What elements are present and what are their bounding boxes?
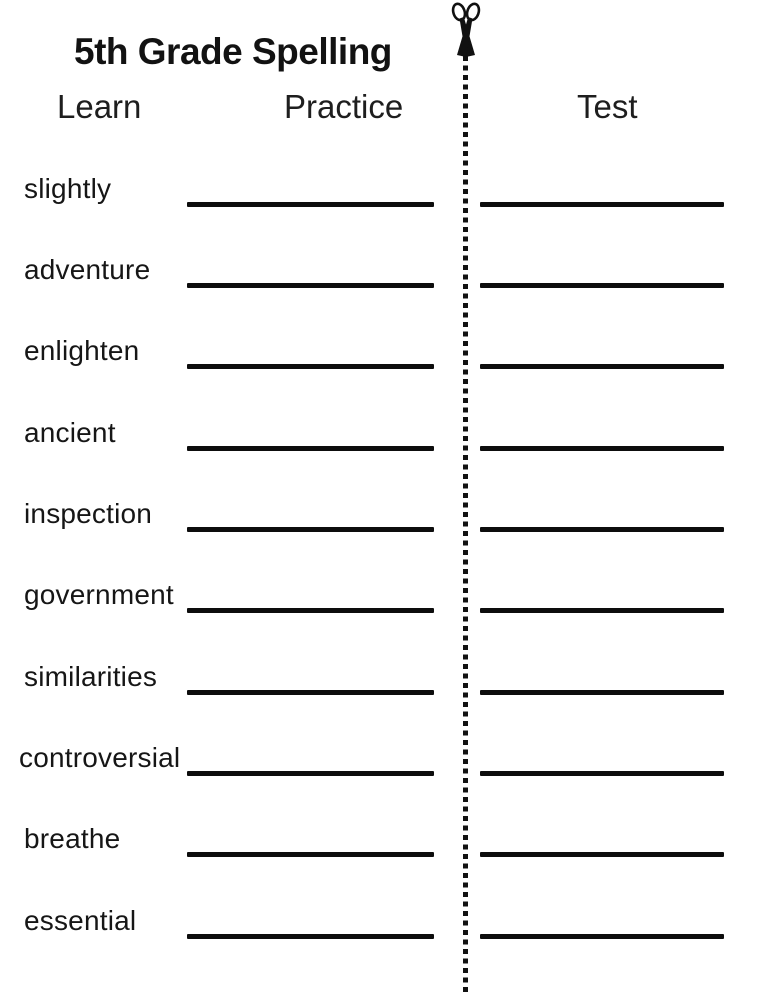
practice-blank-line [187,690,434,695]
practice-blank-line [187,771,434,776]
word-row [0,821,768,857]
test-blank-line [480,446,724,451]
test-blank-line [480,771,724,776]
practice-blank-line [187,283,434,288]
word-row [0,659,768,695]
learn-word: government [24,579,174,610]
word-row [0,577,768,613]
learn-word: breathe [24,823,121,854]
column-header-practice: Practice [284,88,404,125]
word-row [0,496,768,532]
practice-blank-line [187,364,434,369]
practice-blank-line [187,852,434,857]
column-header-test: Test [577,88,638,125]
word-row [0,171,768,207]
learn-word: inspection [24,498,153,529]
practice-blank-line [187,608,434,613]
practice-blank-line [187,202,434,207]
learn-word: essential [24,905,137,936]
worksheet-title: 5th Grade Spelling [74,31,392,72]
test-blank-line [480,364,724,369]
word-row [0,740,768,776]
word-row [0,252,768,288]
test-blank-line [480,608,724,613]
learn-word: similarities [24,661,158,692]
learn-word: adventure [24,254,151,285]
learn-word: ancient [24,417,116,448]
test-blank-line [480,283,724,288]
scissors-icon [450,2,482,60]
practice-blank-line [187,934,434,939]
test-blank-line [480,852,724,857]
word-row [0,333,768,369]
practice-blank-line [187,527,434,532]
test-blank-line [480,202,724,207]
practice-blank-line [187,446,434,451]
word-row [0,903,768,939]
test-blank-line [480,690,724,695]
word-row [0,415,768,451]
test-blank-line [480,934,724,939]
learn-word: controversial [19,742,181,773]
test-blank-line [480,527,724,532]
learn-word: slightly [24,173,112,204]
column-header-learn: Learn [57,88,142,125]
learn-word: enlighten [24,335,140,366]
